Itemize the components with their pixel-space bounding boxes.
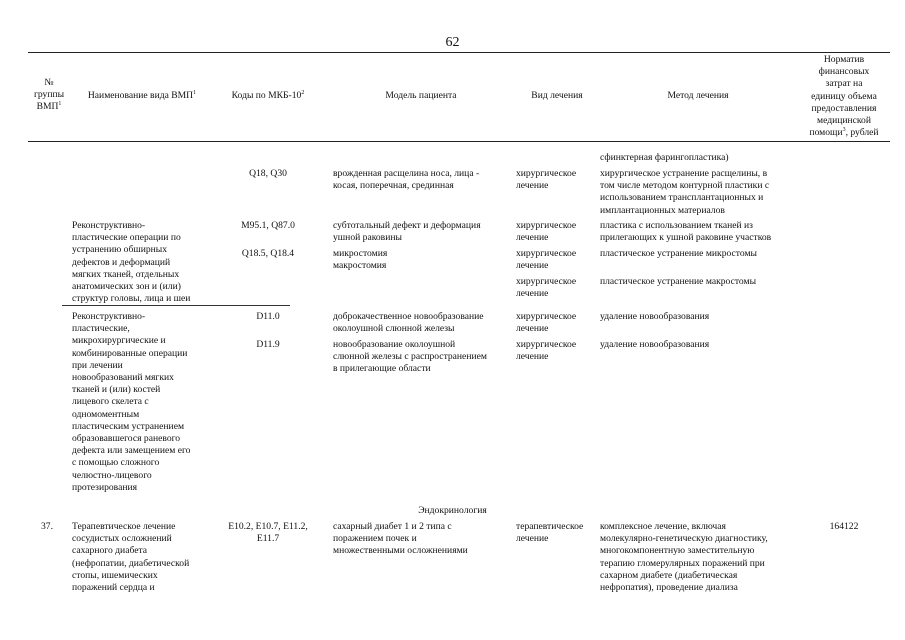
method-cell: комплексное лечение, включая молекулярно-генетическую диагностику, многокомпонентную заместительную терапию гломерулярных поражений при сахарном диабете (диабетическая нефропатия), проведение диализа [600, 521, 768, 594]
icd-code-cell: Q18.5, Q18.4 [241, 248, 295, 259]
treatment-type-cell: хирургическое лечение [516, 248, 577, 272]
patient-model-cell: врожденная расщелина носа, лица - косая, поперечная, срединная [333, 168, 480, 192]
method-cell: сфинктерная фарингопластика) [600, 152, 729, 163]
vmp-name-cell: Реконструктивно- пластические, микрохирургические и комбинированные операции при лечении новообразований мягких тканей и (или) костей лицевого скелета с одномоментным пластическим устранением образовавшегося раневого дефекта или замещением его с помощью сложного челюстно-лицевого протезирования [72, 311, 191, 493]
patient-model-cell: новообразование околоушной слюнной железы с распространением в прилегающие области [333, 339, 487, 375]
patient-model-cell: сахарный диабет 1 и 2 типа с поражением почек и множественными осложнениями [333, 521, 468, 557]
icd-code-cell: D11.0 [256, 311, 280, 322]
treatment-type-cell: хирургическое лечение [516, 339, 577, 363]
row-divider [62, 305, 290, 306]
icd-code-cell: Q18, Q30 [249, 168, 287, 179]
page-number: 62 [445, 35, 460, 50]
treatment-type-cell: терапевтическое лечение [516, 521, 584, 545]
method-cell: пластика с использованием тканей из прилегающих к ушной раковине участков [600, 220, 772, 244]
header-treatment-type: Вид лечения [531, 90, 583, 101]
header-top-rule [28, 52, 890, 53]
treatment-type-cell: хирургическое лечение [516, 311, 577, 335]
header-patient-model: Модель пациента [385, 90, 457, 101]
treatment-type-cell: хирургическое лечение [516, 276, 577, 300]
icd-code-cell: M95.1, Q87.0 [241, 220, 295, 231]
treatment-type-cell: хирургическое лечение [516, 168, 577, 192]
icd-code-cell: E10.2, E10.7, E11.2, E11.7 [228, 521, 308, 545]
section-heading: Эндокринология [418, 505, 487, 516]
method-cell: хирургическое устранение расщелины, в том числе методом контурной пластики с использованием трансплантационных и имплантационных материалов [600, 168, 770, 216]
header-treatment-method: Метод лечения [667, 90, 729, 101]
method-cell: пластическое устранение микростомы [600, 248, 757, 259]
treatment-type-cell: хирургическое лечение [516, 220, 577, 244]
patient-model-cell: доброкачественное новообразование околоушной слюнной железы [333, 311, 484, 335]
method-cell: удаление новообразования [600, 339, 710, 350]
header-vmp-name: Наименование вида ВМП$^1$ [87, 89, 197, 101]
patient-model-cell: микростомия макростомия [333, 248, 388, 272]
header-icd-codes: Коды по МКБ-$10^2$ [231, 89, 305, 101]
cost-norm-cell: 164122 [829, 521, 859, 532]
method-cell: удаление новообразования [600, 311, 710, 322]
vmp-name-cell: Реконструктивно- пластические операции по устранению обширных дефектов и деформаций мягких тканей, отдельных анатомических зон и (или) структур головы, лица и шеи [72, 220, 191, 305]
method-cell: пластическое устранение макростомы [600, 276, 757, 287]
header-cost-norm: Норматив финансовых затрат на единицу объема предоставления медицинской помощи$^3$, рублей [809, 54, 879, 139]
vmp-name-cell: Терапевтическое лечение сосудистых осложнений сахарного диабета (нефропатии, диабетической стопы, ишемических поражений сердца и [72, 521, 190, 594]
group-number-cell: 37. [41, 521, 53, 532]
header-bottom-rule [28, 141, 890, 142]
patient-model-cell: субтотальный дефект и деформация ушной раковины [333, 220, 481, 244]
header-group-number: № группы ВМП$^1$ [33, 77, 65, 113]
icd-code-cell: D11.9 [256, 339, 280, 350]
